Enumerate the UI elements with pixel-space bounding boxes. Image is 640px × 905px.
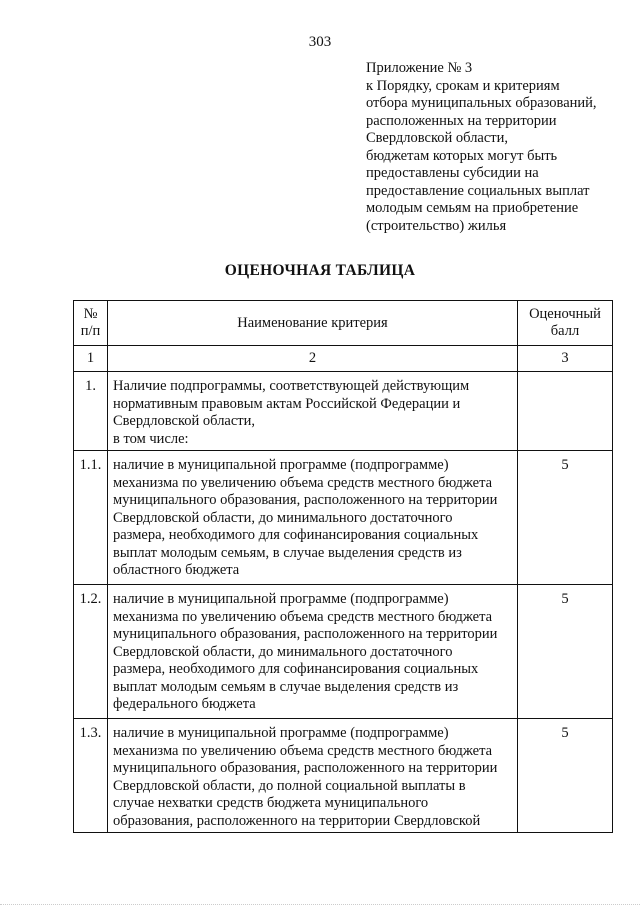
assessment-table — [73, 300, 613, 833]
criterion-line: размера, необходимого для софинансирования социальных — [113, 527, 479, 543]
criterion-text — [108, 451, 518, 585]
header-criterion: Наименование критерия — [108, 301, 518, 346]
appendix-line: отбора муниципальных образований, — [366, 95, 597, 111]
column-number: 1 — [74, 346, 108, 372]
table-row — [74, 372, 613, 451]
criterion-text — [108, 585, 518, 719]
criterion-line: наличие в муниципальной программе (подпрограмме) — [113, 725, 449, 741]
appendix-line: бюджетам которых могут быть — [366, 147, 558, 164]
criterion-line: образования, расположенного на территории Свердловской — [113, 812, 481, 829]
column-number: 2 — [108, 346, 518, 372]
header-number-line: п/п — [80, 323, 101, 339]
table-header-row — [74, 301, 613, 346]
criterion-line: случае нехватки средств бюджета муниципального — [113, 795, 429, 811]
table-row — [74, 451, 613, 585]
row-score: 5 — [518, 719, 613, 833]
row-score — [518, 372, 613, 451]
criterion-line: Свердловской области, до минимального достаточного — [113, 643, 453, 660]
appendix-line: Свердловской области, — [366, 130, 509, 146]
page-number: 303 — [308, 34, 332, 50]
criterion-line: наличие в муниципальной программе (подпрограмме) — [113, 591, 449, 607]
appendix-line: (строительство) жилья — [366, 217, 507, 234]
row-number: 1. — [74, 372, 108, 451]
criterion-line: Наличие подпрограммы, соответствующей действующим — [113, 378, 470, 394]
column-number: 3 — [518, 346, 613, 372]
table-row — [74, 719, 613, 833]
header-score-line: Оценочный — [529, 306, 601, 322]
header-number — [74, 301, 108, 346]
criterion-line: в том числе: — [113, 430, 189, 447]
criterion-line: федерального бюджета — [113, 696, 256, 712]
row-score: 5 — [518, 451, 613, 585]
criterion-line: механизма по увеличению объема средств местного бюджета — [113, 474, 493, 491]
criterion-line: муниципального образования, расположенного на территории — [113, 626, 498, 642]
criterion-line: наличие в муниципальной программе (подпрограмме) — [113, 457, 449, 473]
criterion-text — [108, 719, 518, 833]
criterion-line: областного бюджета — [113, 562, 240, 578]
criterion-text — [108, 372, 518, 451]
criterion-line: муниципального образования, расположенного на территории — [113, 760, 498, 776]
criterion-line: муниципального образования, расположенного на территории — [113, 492, 498, 508]
criterion-line: выплат молодым семьям, в случае выделения средств из — [113, 544, 462, 561]
criterion-line: выплат молодым семьям в случае выделения средств из — [113, 678, 459, 695]
criterion-line: нормативным правовым актам Российской Федерации и — [113, 395, 461, 412]
criterion-line: механизма по увеличению объема средств местного бюджета — [113, 742, 493, 759]
row-score: 5 — [518, 585, 613, 719]
appendix-line: Приложение № 3 — [366, 60, 473, 76]
document-title: ОЦЕНОЧНАЯ ТАБЛИЦА — [224, 262, 416, 279]
header-number-line: № — [83, 306, 98, 322]
header-score-line: балл — [550, 323, 580, 339]
appendix-line: к Порядку, срокам и критериям — [366, 77, 560, 94]
header-score — [518, 301, 613, 346]
appendix-line: предоставление социальных выплат — [366, 182, 590, 199]
criterion-line: Свердловской области, до минимального достаточного — [113, 509, 453, 526]
appendix-block — [366, 60, 636, 235]
table-row — [74, 585, 613, 719]
row-number: 1.3. — [74, 719, 108, 833]
page-bottom-edge — [0, 901, 640, 905]
row-number: 1.2. — [74, 585, 108, 719]
row-number: 1.1. — [74, 451, 108, 585]
criterion-line: механизма по увеличению объема средств местного бюджета — [113, 608, 493, 625]
criterion-line: Свердловской области, — [113, 413, 256, 429]
appendix-line: молодым семьям на приобретение — [366, 200, 579, 216]
appendix-line: расположенных на территории — [366, 112, 557, 129]
criterion-line: Свердловской области, до полной социальной выплаты в — [113, 777, 466, 794]
appendix-line: предоставлены субсидии на — [366, 165, 539, 181]
criterion-line: размера, необходимого для софинансирования социальных — [113, 661, 479, 677]
column-numbering-row — [74, 346, 613, 372]
